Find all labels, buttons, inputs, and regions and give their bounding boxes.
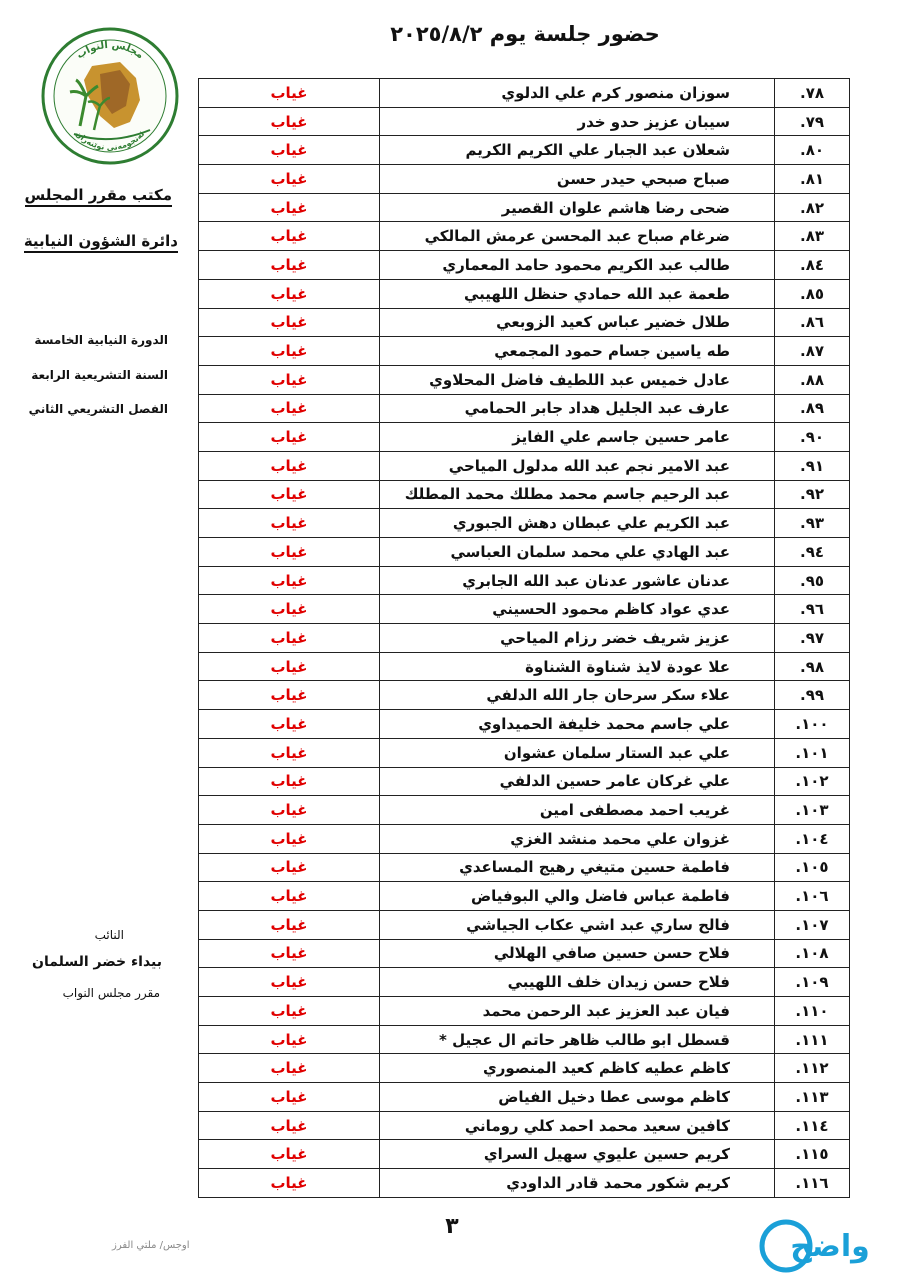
attendance-status: غياب bbox=[199, 337, 380, 366]
row-number: ١٠٢. bbox=[775, 767, 850, 796]
attendance-status: غياب bbox=[199, 1025, 380, 1054]
table-row bbox=[199, 767, 850, 796]
member-name: عبد الكريم علي عبطان دهش الجبوري bbox=[380, 509, 775, 538]
member-name: طعمة عبد الله حمادي حنظل اللهيبي bbox=[380, 279, 775, 308]
attendance-status: غياب bbox=[199, 1111, 380, 1140]
attendance-status: غياب bbox=[199, 308, 380, 337]
table-row bbox=[199, 652, 850, 681]
row-number: ٩٥. bbox=[775, 566, 850, 595]
table-row bbox=[199, 882, 850, 911]
table-row bbox=[199, 165, 850, 194]
attendance-status: غياب bbox=[199, 193, 380, 222]
table-row bbox=[199, 853, 850, 882]
attendance-status: غياب bbox=[199, 882, 380, 911]
member-name: شعلان عبد الجبار علي الكريم الكريم bbox=[380, 136, 775, 165]
member-name: علي غركان عامر حسين الدلفي bbox=[380, 767, 775, 796]
page-number: ٣ bbox=[445, 1214, 459, 1239]
attendance-status: غياب bbox=[199, 824, 380, 853]
attendance-status: غياب bbox=[199, 251, 380, 280]
attendance-status: غياب bbox=[199, 136, 380, 165]
table-row bbox=[199, 480, 850, 509]
table-row bbox=[199, 423, 850, 452]
table-row bbox=[199, 1169, 850, 1198]
row-number: ١٠٥. bbox=[775, 853, 850, 882]
row-number: ٧٨. bbox=[775, 79, 850, 108]
attendance-status: غياب bbox=[199, 595, 380, 624]
member-name: فالح ساري عبد اشي عكاب الجياشي bbox=[380, 910, 775, 939]
member-name: عبد الامير نجم عبد الله مدلول المياحي bbox=[380, 451, 775, 480]
member-name: غريب احمد مصطفى امين bbox=[380, 796, 775, 825]
member-name: عبد الرحيم جاسم محمد مطلك محمد المطلك bbox=[380, 480, 775, 509]
attendance-status: غياب bbox=[199, 79, 380, 108]
row-number: ٩٩. bbox=[775, 681, 850, 710]
row-number: ١١٥. bbox=[775, 1140, 850, 1169]
table-row bbox=[199, 824, 850, 853]
member-name: صباح صبحي حيدر حسن bbox=[380, 165, 775, 194]
member-name: عبد الهادي علي محمد سلمان العباسي bbox=[380, 538, 775, 567]
member-name: فاطمة حسين متيغي رهيج المساعدي bbox=[380, 853, 775, 882]
attendance-status: غياب bbox=[199, 853, 380, 882]
attendance-status: غياب bbox=[199, 997, 380, 1026]
table-row bbox=[199, 595, 850, 624]
watermark-text: واضح bbox=[790, 1229, 870, 1264]
row-number: ٩٣. bbox=[775, 509, 850, 538]
table-row bbox=[199, 193, 850, 222]
attendance-status: غياب bbox=[199, 910, 380, 939]
table-row bbox=[199, 997, 850, 1026]
member-name: سوزان منصور كرم علي الدلوي bbox=[380, 79, 775, 108]
table-row bbox=[199, 451, 850, 480]
row-number: ١١٠. bbox=[775, 997, 850, 1026]
member-name: ضحى رضا هاشم علوان القصير bbox=[380, 193, 775, 222]
attendance-status: غياب bbox=[199, 652, 380, 681]
member-name: فاطمة عباس فاضل والي البوفياض bbox=[380, 882, 775, 911]
season-label: الفصل التشريعي الثاني bbox=[28, 402, 168, 416]
parliament-seal-logo bbox=[40, 26, 180, 166]
member-name: كريم حسين عليوي سهيل السراي bbox=[380, 1140, 775, 1169]
attendance-status: غياب bbox=[199, 279, 380, 308]
member-name: فلاح حسن زيدان خلف اللهيبي bbox=[380, 968, 775, 997]
row-number: ٩٦. bbox=[775, 595, 850, 624]
member-name: غزوان علي محمد منشد الغزي bbox=[380, 824, 775, 853]
row-number: ١١٢. bbox=[775, 1054, 850, 1083]
table-row bbox=[199, 681, 850, 710]
page-title: حضور جلسة يوم ٢٠٢٥/٨/٢ bbox=[390, 22, 660, 46]
attendance-status: غياب bbox=[199, 939, 380, 968]
table-row bbox=[199, 1083, 850, 1112]
member-name: عدنان عاشور عدنان عبد الله الجابري bbox=[380, 566, 775, 595]
attendance-status: غياب bbox=[199, 480, 380, 509]
attendance-status: غياب bbox=[199, 451, 380, 480]
row-number: ١٠٦. bbox=[775, 882, 850, 911]
row-number: ٨٥. bbox=[775, 279, 850, 308]
table-row bbox=[199, 624, 850, 653]
row-number: ٨٢. bbox=[775, 193, 850, 222]
table-row bbox=[199, 394, 850, 423]
row-number: ٩٢. bbox=[775, 480, 850, 509]
handwritten-note: اوجس/ ملتي الفرز bbox=[112, 1240, 190, 1251]
table-row bbox=[199, 939, 850, 968]
row-number: ٨٤. bbox=[775, 251, 850, 280]
row-number: ١١٦. bbox=[775, 1169, 850, 1198]
table-row bbox=[199, 1054, 850, 1083]
member-name: عزيز شريف خضر رزام المياحي bbox=[380, 624, 775, 653]
table-row bbox=[199, 538, 850, 567]
table-row bbox=[199, 279, 850, 308]
term-label: الدورة النيابية الخامسة bbox=[34, 333, 168, 347]
table-row bbox=[199, 910, 850, 939]
row-number: ٩٧. bbox=[775, 624, 850, 653]
table-row bbox=[199, 738, 850, 767]
row-number: ١١١. bbox=[775, 1025, 850, 1054]
row-number: ١١٤. bbox=[775, 1111, 850, 1140]
member-name: عادل خميس عبد اللطيف فاضل المحلاوي bbox=[380, 365, 775, 394]
row-number: ١٠٠. bbox=[775, 710, 850, 739]
wadeh-watermark-logo bbox=[752, 1216, 882, 1276]
table-row bbox=[199, 79, 850, 108]
member-name: علا عودة لايذ شناوة الشناوة bbox=[380, 652, 775, 681]
attendance-table bbox=[198, 78, 850, 1198]
row-number: ١٠٩. bbox=[775, 968, 850, 997]
row-number: ١٠٧. bbox=[775, 910, 850, 939]
row-number: ٩٠. bbox=[775, 423, 850, 452]
table-row bbox=[199, 107, 850, 136]
member-name: كريم شكور محمد قادر الداودي bbox=[380, 1169, 775, 1198]
member-name: طلال خضير عباس كعيد الزوبعي bbox=[380, 308, 775, 337]
row-number: ٩١. bbox=[775, 451, 850, 480]
row-number: ٨٣. bbox=[775, 222, 850, 251]
table-row bbox=[199, 968, 850, 997]
attendance-status: غياب bbox=[199, 710, 380, 739]
row-number: ٨٨. bbox=[775, 365, 850, 394]
member-name: كاظم عطيه كاظم كعيد المنصوري bbox=[380, 1054, 775, 1083]
member-name: عدي عواد كاظم محمود الحسيني bbox=[380, 595, 775, 624]
member-name: فيان عبد العزيز عبد الرحمن محمد bbox=[380, 997, 775, 1026]
attendance-status: غياب bbox=[199, 624, 380, 653]
attendance-status: غياب bbox=[199, 1140, 380, 1169]
row-number: ٨١. bbox=[775, 165, 850, 194]
attendance-status: غياب bbox=[199, 1083, 380, 1112]
table-row bbox=[199, 251, 850, 280]
member-name: كافين سعيد محمد احمد كلي روماني bbox=[380, 1111, 775, 1140]
attendance-status: غياب bbox=[199, 767, 380, 796]
member-name: كاظم موسى عطا دخيل الفياض bbox=[380, 1083, 775, 1112]
row-number: ١١٣. bbox=[775, 1083, 850, 1112]
attendance-status: غياب bbox=[199, 538, 380, 567]
signature-name: بيداء خضر السلمان bbox=[32, 954, 162, 970]
table-row bbox=[199, 1111, 850, 1140]
member-name: علاء سكر سرحان جار الله الدلفي bbox=[380, 681, 775, 710]
table-row bbox=[199, 365, 850, 394]
seal-top-text: مجلس النواب bbox=[74, 39, 146, 62]
row-number: ٨٩. bbox=[775, 394, 850, 423]
row-number: ١٠٤. bbox=[775, 824, 850, 853]
member-name: عامر حسين جاسم علي الفايز bbox=[380, 423, 775, 452]
table-row bbox=[199, 136, 850, 165]
table-row bbox=[199, 509, 850, 538]
table-row bbox=[199, 1140, 850, 1169]
attendance-status: غياب bbox=[199, 968, 380, 997]
attendance-status: غياب bbox=[199, 796, 380, 825]
department-heading: دائرة الشؤون النيابية bbox=[24, 232, 178, 253]
attendance-status: غياب bbox=[199, 681, 380, 710]
member-name: علي عبد الستار سلمان عشوان bbox=[380, 738, 775, 767]
attendance-status: غياب bbox=[199, 107, 380, 136]
table-row bbox=[199, 566, 850, 595]
row-number: ٨٦. bbox=[775, 308, 850, 337]
attendance-status: غياب bbox=[199, 1169, 380, 1198]
attendance-status: غياب bbox=[199, 365, 380, 394]
row-number: ٨٠. bbox=[775, 136, 850, 165]
signature-role: مقرر مجلس النواب bbox=[62, 986, 160, 1000]
table-row bbox=[199, 222, 850, 251]
office-heading: مكتب مقرر المجلس bbox=[25, 186, 172, 207]
attendance-table-body bbox=[199, 79, 850, 1198]
attendance-status: غياب bbox=[199, 165, 380, 194]
member-name: عارف عبد الجليل هداد جابر الحمامي bbox=[380, 394, 775, 423]
member-name: علي جاسم محمد خليفة الحميداوي bbox=[380, 710, 775, 739]
attendance-status: غياب bbox=[199, 738, 380, 767]
year-label: السنة التشريعية الرابعة bbox=[31, 368, 168, 382]
member-name: قسطل ابو طالب ظاهر حاتم ال عجيل * bbox=[380, 1025, 775, 1054]
member-name: طالب عبد الكريم محمود حامد المعماري bbox=[380, 251, 775, 280]
attendance-status: غياب bbox=[199, 394, 380, 423]
row-number: ١٠١. bbox=[775, 738, 850, 767]
row-number: ١٠٣. bbox=[775, 796, 850, 825]
attendance-status: غياب bbox=[199, 1054, 380, 1083]
attendance-status: غياب bbox=[199, 566, 380, 595]
table-row bbox=[199, 796, 850, 825]
row-number: ٩٤. bbox=[775, 538, 850, 567]
attendance-status: غياب bbox=[199, 423, 380, 452]
row-number: ٧٩. bbox=[775, 107, 850, 136]
row-number: ١٠٨. bbox=[775, 939, 850, 968]
signature-label: النائب bbox=[94, 928, 124, 942]
attendance-status: غياب bbox=[199, 509, 380, 538]
row-number: ٨٧. bbox=[775, 337, 850, 366]
row-number: ٩٨. bbox=[775, 652, 850, 681]
member-name: ضرغام صباح عبد المحسن عرمش المالكي bbox=[380, 222, 775, 251]
member-name: طه ياسين جسام حمود المجمعي bbox=[380, 337, 775, 366]
seal-bottom-text: ئەنجومەنی نوێنەران bbox=[73, 129, 147, 153]
member-name: سيبان عزيز حدو خدر bbox=[380, 107, 775, 136]
table-row bbox=[199, 337, 850, 366]
attendance-status: غياب bbox=[199, 222, 380, 251]
table-row bbox=[199, 1025, 850, 1054]
table-row bbox=[199, 710, 850, 739]
table-row bbox=[199, 308, 850, 337]
member-name: فلاح حسن حسين صافي الهلالي bbox=[380, 939, 775, 968]
